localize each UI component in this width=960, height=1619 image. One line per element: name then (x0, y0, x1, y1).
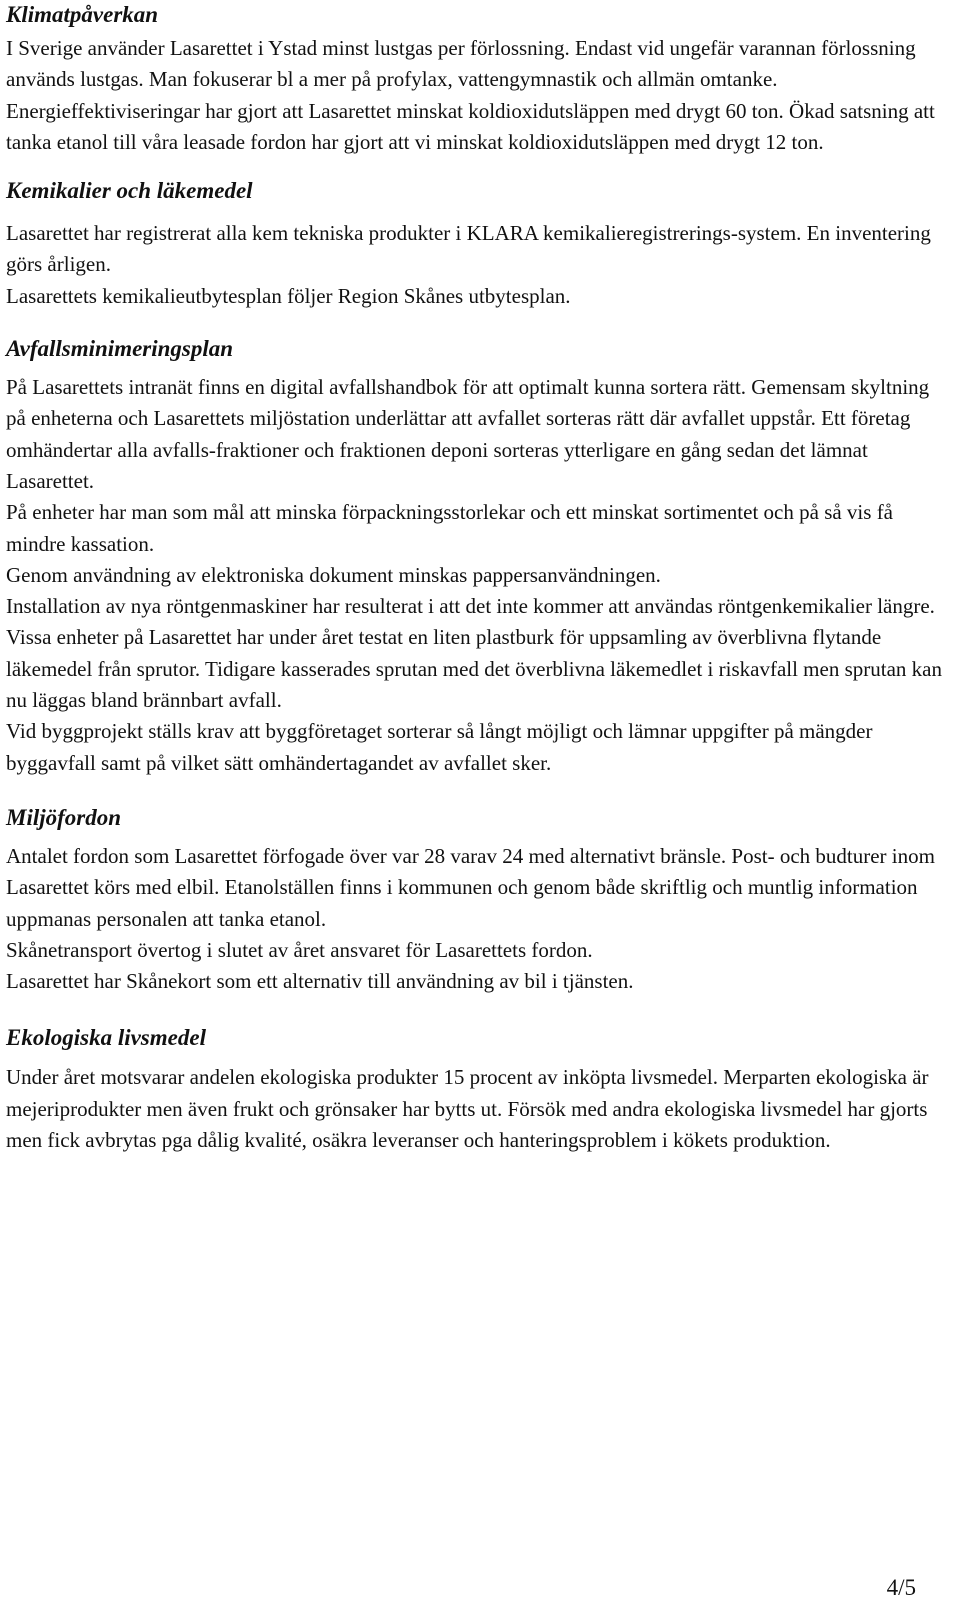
paragraph: Vissa enheter på Lasarettet har under året testat en liten plastburk för uppsamling av överblivna flytande läkemedel från sprutor. Tidigare kasserades sprutan med det överblivna läkemedlet i riskavfall men sprutan kan nu läggas bland brännbart avfall. (6, 625, 942, 713)
section-avfallsminimeringsplan (6, 334, 946, 779)
section-heading: Miljöfordon (6, 804, 122, 830)
paragraph: Installation av nya röntgenmaskiner har resulterat i att det inte kommer att användas röntgenkemikalier längre. (6, 594, 935, 619)
page-number: 4/5 (886, 1575, 916, 1600)
paragraph: På enheter har man som mål att minska förpackningsstorlekar och ett minskat sortimentet och på så vis få mindre kassation. (6, 500, 894, 556)
paragraph: Vid byggprojekt ställs krav att byggföretaget sorterar så långt möjligt och lämnar uppgifter på mängder byggavfall samt på vilket sätt omhändertagandet av avfallet sker. (6, 719, 873, 775)
section-body (6, 1062, 946, 1156)
paragraph: Skånetransport övertog i slutet av året ansvaret för Lasarettets fordon. (6, 937, 593, 962)
section-body (6, 33, 946, 158)
section-heading: Kemikalier och läkemedel (6, 178, 253, 204)
section-kemikalier-och-lakemedel (6, 176, 946, 312)
paragraph: I Sverige använder Lasarettet i Ystad minst lustgas per förlossning. Endast vid ungefär varannan förlossning används lustgas. Man fokuserar bl a mer på profylax, vattengymnastik och allmän omtanke. (6, 36, 916, 92)
section-heading: Avfallsminimeringsplan (6, 336, 234, 362)
paragraph: Antalet fordon som Lasarettet förfogade över var 28 varav 24 med alternativt bränsle. Post- och budturer inom Lasarettet körs med elbil. Etanolställen finns i kommunen och genom både skriftlig och muntlig information uppmanas personalen att tanka etanol. (6, 843, 935, 931)
paragraph: Genom användning av elektroniska dokument minskas pappersanvändningen. (6, 562, 661, 587)
section-ekologiska-livsmedel (6, 1023, 946, 1156)
paragraph: Lasarettet har registrerat alla kem tekniska produkter i KLARA kemikalieregistrerings-system. En inventering görs årligen. (6, 221, 931, 277)
document-page (6, 0, 946, 1156)
section-miljofordon (6, 803, 946, 997)
paragraph: På Lasarettets intranät finns en digital avfallshandbok för att optimalt kunna sortera rätt. Gemensam skyltning på enheterna och Lasarettets miljöstation underlättar att avfallet sorteras rätt där avfallet uppstår. Ett företag omhändertar alla avfalls-fraktioner och fraktionen deponi sorteras ytterligare en gång sedan det lämnat Lasarettet. (6, 375, 930, 493)
section-heading: Klimatpåverkan (6, 2, 159, 27)
paragraph: Lasarettets kemikalieutbytesplan följer Region Skånes utbytesplan. (6, 283, 571, 308)
paragraph: Energieffektiviseringar har gjort att Lasarettet minskat koldioxidutsläppen med drygt 60 ton. Ökad satsning att tanka etanol till våra leasade fordon har gjort att vi minskat koldioxidutsläppen med drygt 12 ton. (6, 98, 935, 154)
section-klimatpaverkan (6, 0, 946, 158)
section-heading: Ekologiska livsmedel (6, 1025, 206, 1051)
section-body (6, 841, 946, 997)
section-body (6, 218, 946, 312)
section-body (6, 372, 946, 779)
paragraph: Lasarettet har Skånekort som ett alternativ till användning av bil i tjänsten. (6, 969, 634, 994)
paragraph: Under året motsvarar andelen ekologiska produkter 15 procent av inköpta livsmedel. Merparten ekologiska är mejeriprodukter men även frukt och grönsaker har bytts ut. Försök med andra ekologiska livsmedel har gjorts men fick avbrytas pga dålig kvalité, osäkra leveranser och hanteringsproblem i kökets produktion. (6, 1065, 929, 1153)
